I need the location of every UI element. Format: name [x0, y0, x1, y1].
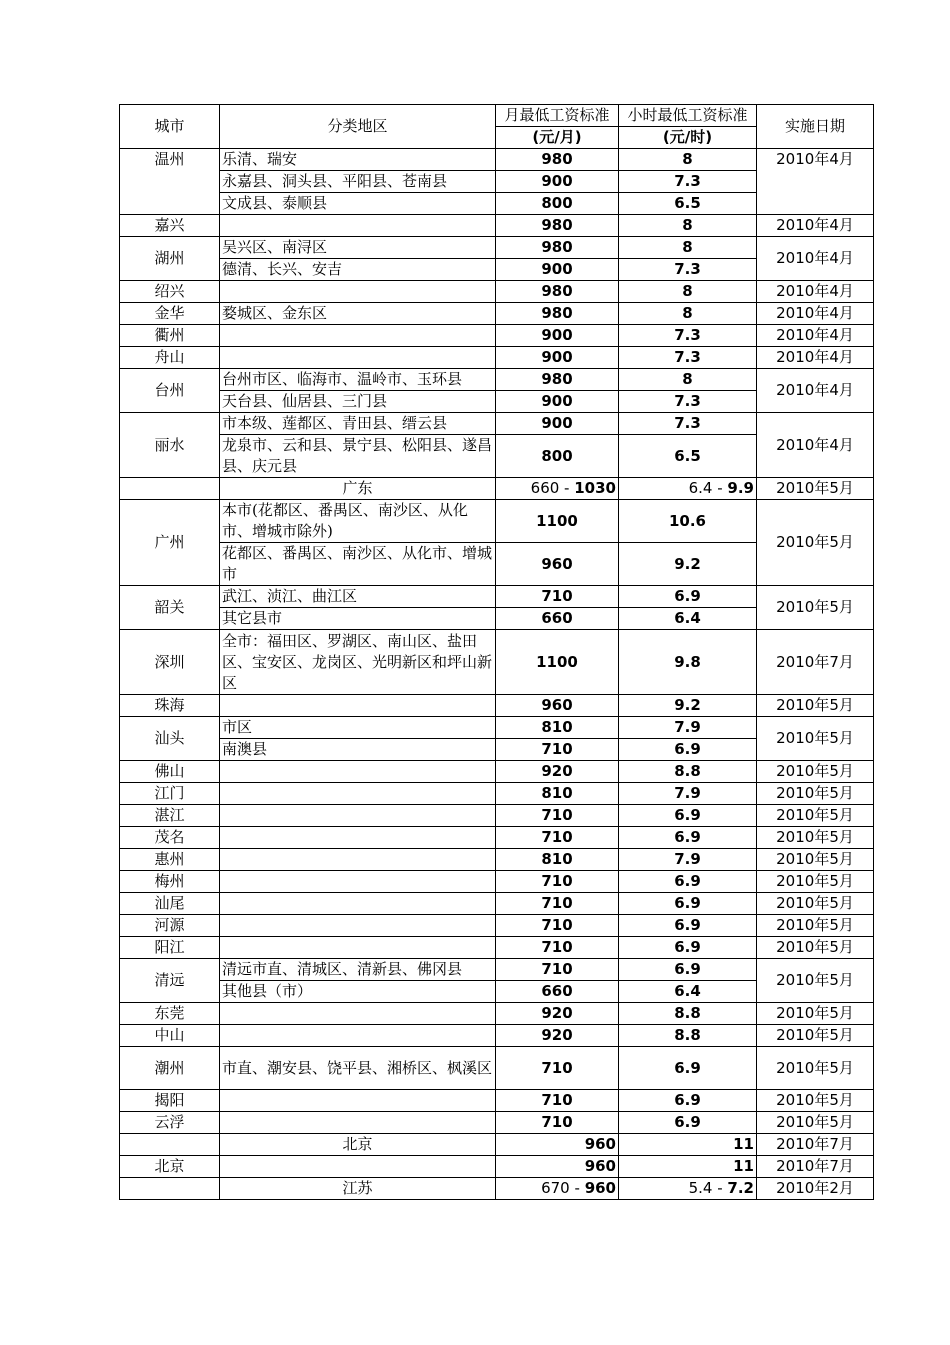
table-row [120, 1047, 874, 1090]
region-cell [220, 783, 496, 805]
monthly-cell: 980 [496, 149, 619, 171]
city-cell: 珠海 [120, 695, 220, 717]
monthly-cell: 980 [496, 281, 619, 303]
province-cell: 江苏 [220, 1178, 496, 1200]
city-cell: 嘉兴 [120, 215, 220, 237]
header-region: 分类地区 [220, 105, 496, 149]
monthly-range-low: 670 - [541, 1179, 585, 1197]
table-row [120, 237, 874, 259]
monthly-cell: 710 [496, 827, 619, 849]
table-row [120, 215, 874, 237]
region-cell: 婺城区、金东区 [220, 303, 496, 325]
hourly-range-low: 5.4 - [688, 1179, 728, 1197]
date-cell: 2010年5月 [757, 695, 874, 717]
hourly-cell: 7.9 [619, 849, 757, 871]
date-cell: 2010年5月 [757, 805, 874, 827]
date-cell: 2010年4月 [757, 215, 874, 237]
city-cell: 云浮 [120, 1112, 220, 1134]
table-row [120, 717, 874, 739]
region-cell [220, 915, 496, 937]
monthly-cell: 920 [496, 1025, 619, 1047]
date-cell: 2010年5月 [757, 717, 874, 761]
region-cell: 台州市区、临海市、温岭市、玉环县 [220, 369, 496, 391]
hourly-cell: 7.3 [619, 347, 757, 369]
region-cell: 清远市直、清城区、清新县、佛冈县 [220, 959, 496, 981]
hourly-cell: 6.4 [619, 981, 757, 1003]
city-cell: 江门 [120, 783, 220, 805]
hourly-cell: 7.3 [619, 413, 757, 435]
monthly-range-cell [496, 478, 619, 500]
monthly-cell: 960 [496, 1134, 619, 1156]
table-row [120, 849, 874, 871]
date-cell: 2010年5月 [757, 1090, 874, 1112]
monthly-cell: 900 [496, 171, 619, 193]
table-row [120, 500, 874, 543]
hourly-cell: 6.9 [619, 805, 757, 827]
table-row [120, 695, 874, 717]
hourly-range-cell [619, 478, 757, 500]
region-cell [220, 1156, 496, 1178]
hourly-cell: 7.3 [619, 325, 757, 347]
city-cell: 台州 [120, 369, 220, 413]
hourly-cell: 6.9 [619, 1112, 757, 1134]
hourly-cell: 8 [619, 237, 757, 259]
date-cell: 2010年5月 [757, 761, 874, 783]
hourly-cell: 6.9 [619, 893, 757, 915]
hourly-cell: 6.9 [619, 1047, 757, 1090]
table-row [120, 805, 874, 827]
hourly-cell: 8.8 [619, 1003, 757, 1025]
hourly-cell: 6.9 [619, 586, 757, 608]
hourly-cell: 8 [619, 303, 757, 325]
region-cell [220, 1003, 496, 1025]
province-row [120, 1178, 874, 1200]
region-cell: 全市：福田区、罗湖区、南山区、盐田区、宝安区、龙岗区、光明新区和坪山新区 [220, 630, 496, 695]
table-row [120, 871, 874, 893]
city-cell: 衢州 [120, 325, 220, 347]
city-cell: 舟山 [120, 347, 220, 369]
city-cell: 河源 [120, 915, 220, 937]
date-cell: 2010年5月 [757, 783, 874, 805]
monthly-cell: 920 [496, 761, 619, 783]
hourly-cell: 8 [619, 149, 757, 171]
date-cell: 2010年4月 [757, 347, 874, 369]
table-row [120, 1025, 874, 1047]
city-cell: 揭阳 [120, 1090, 220, 1112]
date-cell: 2010年7月 [757, 1156, 874, 1178]
city-cell: 韶关 [120, 586, 220, 630]
date-cell: 2010年5月 [757, 478, 874, 500]
city-cell: 惠州 [120, 849, 220, 871]
date-cell: 2010年5月 [757, 500, 874, 586]
monthly-range-high: 1030 [574, 479, 616, 497]
header-hourly-unit: (元/时) [619, 127, 757, 149]
hourly-cell: 6.9 [619, 871, 757, 893]
monthly-cell: 710 [496, 1047, 619, 1090]
monthly-cell: 1100 [496, 500, 619, 543]
city-cell: 中山 [120, 1025, 220, 1047]
region-cell [220, 937, 496, 959]
date-cell: 2010年4月 [757, 281, 874, 303]
date-cell: 2010年5月 [757, 586, 874, 630]
table-row [120, 959, 874, 981]
date-cell: 2010年5月 [757, 1025, 874, 1047]
city-cell: 梅州 [120, 871, 220, 893]
region-cell [220, 325, 496, 347]
monthly-cell: 810 [496, 717, 619, 739]
city-cell: 金华 [120, 303, 220, 325]
region-cell: 市区 [220, 717, 496, 739]
monthly-cell: 960 [496, 543, 619, 586]
date-cell: 2010年5月 [757, 1047, 874, 1090]
region-cell: 本市(花都区、番禺区、南沙区、从化市、增城市除外) [220, 500, 496, 543]
table-row [120, 347, 874, 369]
monthly-cell: 920 [496, 1003, 619, 1025]
date-cell: 2010年5月 [757, 1112, 874, 1134]
date-cell: 2010年7月 [757, 1134, 874, 1156]
header-hourly: 小时最低工资标准 [619, 105, 757, 127]
region-cell [220, 805, 496, 827]
monthly-cell: 900 [496, 259, 619, 281]
monthly-cell: 660 [496, 981, 619, 1003]
hourly-range-high: 7.2 [727, 1179, 754, 1197]
hourly-cell: 6.5 [619, 435, 757, 478]
monthly-cell: 900 [496, 413, 619, 435]
header-date: 实施日期 [757, 105, 874, 149]
city-cell: 广州 [120, 500, 220, 586]
monthly-cell: 900 [496, 347, 619, 369]
hourly-cell: 8 [619, 281, 757, 303]
hourly-cell: 7.3 [619, 171, 757, 193]
monthly-cell: 960 [496, 695, 619, 717]
monthly-cell: 980 [496, 237, 619, 259]
hourly-cell: 7.9 [619, 717, 757, 739]
region-cell: 南澳县 [220, 739, 496, 761]
region-cell [220, 871, 496, 893]
region-cell: 花都区、番禺区、南沙区、从化市、增城市 [220, 543, 496, 586]
monthly-cell: 980 [496, 369, 619, 391]
hourly-range-low: 6.4 - [688, 479, 728, 497]
table-row [120, 281, 874, 303]
monthly-cell: 980 [496, 303, 619, 325]
city-cell: 温州 [120, 149, 220, 215]
city-cell: 绍兴 [120, 281, 220, 303]
province-cell: 北京 [220, 1134, 496, 1156]
monthly-cell: 710 [496, 1112, 619, 1134]
table-row [120, 630, 874, 695]
region-cell [220, 1090, 496, 1112]
date-cell: 2010年5月 [757, 937, 874, 959]
hourly-cell: 6.9 [619, 937, 757, 959]
city-cell: 深圳 [120, 630, 220, 695]
monthly-cell: 810 [496, 849, 619, 871]
hourly-cell: 6.9 [619, 915, 757, 937]
hourly-cell: 9.8 [619, 630, 757, 695]
table-row [120, 413, 874, 435]
city-cell: 湖州 [120, 237, 220, 281]
header-monthly-unit: (元/月) [496, 127, 619, 149]
date-cell: 2010年5月 [757, 849, 874, 871]
region-cell: 市本级、莲都区、青田县、缙云县 [220, 413, 496, 435]
monthly-cell: 1100 [496, 630, 619, 695]
table-row [120, 761, 874, 783]
monthly-cell: 710 [496, 937, 619, 959]
table-row [120, 893, 874, 915]
table-row [120, 586, 874, 608]
date-cell: 2010年4月 [757, 325, 874, 347]
monthly-cell: 960 [496, 1156, 619, 1178]
table-row [120, 325, 874, 347]
monthly-cell: 660 [496, 608, 619, 630]
date-cell: 2010年4月 [757, 369, 874, 413]
region-cell [220, 893, 496, 915]
region-cell [220, 215, 496, 237]
date-cell: 2010年2月 [757, 1178, 874, 1200]
region-cell: 其他县（市） [220, 981, 496, 1003]
monthly-range-high: 960 [584, 1179, 616, 1197]
date-cell: 2010年5月 [757, 1003, 874, 1025]
header-city: 城市 [120, 105, 220, 149]
table-row [120, 1156, 874, 1178]
province-row [120, 1134, 874, 1156]
table-row [120, 1112, 874, 1134]
region-cell [220, 347, 496, 369]
hourly-range-high: 9.9 [727, 479, 754, 497]
region-cell: 市直、潮安县、饶平县、湘桥区、枫溪区 [220, 1047, 496, 1090]
region-cell: 乐清、瑞安 [220, 149, 496, 171]
table-row [120, 149, 874, 171]
monthly-cell: 710 [496, 1090, 619, 1112]
monthly-cell: 710 [496, 805, 619, 827]
region-cell: 天台县、仙居县、三门县 [220, 391, 496, 413]
monthly-cell: 810 [496, 783, 619, 805]
table-row [120, 937, 874, 959]
monthly-range-cell [496, 1178, 619, 1200]
header-row [120, 105, 874, 127]
table-row [120, 783, 874, 805]
hourly-cell: 6.9 [619, 1090, 757, 1112]
city-cell: 丽水 [120, 413, 220, 478]
date-cell: 2010年4月 [757, 413, 874, 478]
monthly-range-low: 660 - [530, 479, 575, 497]
monthly-cell: 710 [496, 915, 619, 937]
monthly-cell: 900 [496, 391, 619, 413]
city-cell: 湛江 [120, 805, 220, 827]
hourly-cell: 7.9 [619, 783, 757, 805]
city-cell: 汕尾 [120, 893, 220, 915]
date-cell: 2010年5月 [757, 915, 874, 937]
region-cell [220, 1112, 496, 1134]
hourly-cell: 9.2 [619, 543, 757, 586]
monthly-cell: 900 [496, 325, 619, 347]
region-cell [220, 761, 496, 783]
date-cell: 2010年5月 [757, 893, 874, 915]
date-cell: 2010年4月 [757, 303, 874, 325]
city-cell [120, 1178, 220, 1200]
region-cell: 文成县、泰顺县 [220, 193, 496, 215]
minimum-wage-table [119, 104, 874, 1200]
region-cell [220, 827, 496, 849]
hourly-cell: 9.2 [619, 695, 757, 717]
hourly-cell: 8 [619, 215, 757, 237]
monthly-cell: 710 [496, 893, 619, 915]
province-cell: 广东 [220, 478, 496, 500]
monthly-cell: 980 [496, 215, 619, 237]
region-cell [220, 695, 496, 717]
city-cell: 北京 [120, 1156, 220, 1178]
city-cell: 阳江 [120, 937, 220, 959]
date-cell: 2010年5月 [757, 827, 874, 849]
city-cell: 佛山 [120, 761, 220, 783]
hourly-cell: 11 [619, 1134, 757, 1156]
monthly-cell: 710 [496, 959, 619, 981]
region-cell [220, 1025, 496, 1047]
table-row [120, 303, 874, 325]
date-cell: 2010年5月 [757, 871, 874, 893]
hourly-cell: 8.8 [619, 761, 757, 783]
region-cell [220, 849, 496, 871]
province-row [120, 478, 874, 500]
date-cell: 2010年5月 [757, 959, 874, 1003]
city-cell: 东莞 [120, 1003, 220, 1025]
region-cell: 吴兴区、南浔区 [220, 237, 496, 259]
table-row [120, 915, 874, 937]
table-row [120, 827, 874, 849]
city-cell [120, 1134, 220, 1156]
region-cell: 武江、浈江、曲江区 [220, 586, 496, 608]
city-cell: 茂名 [120, 827, 220, 849]
monthly-cell: 710 [496, 586, 619, 608]
hourly-cell: 8.8 [619, 1025, 757, 1047]
region-cell: 其它县市 [220, 608, 496, 630]
hourly-cell: 6.5 [619, 193, 757, 215]
monthly-cell: 710 [496, 739, 619, 761]
hourly-cell: 7.3 [619, 259, 757, 281]
hourly-cell: 6.4 [619, 608, 757, 630]
hourly-cell: 11 [619, 1156, 757, 1178]
region-cell: 德清、长兴、安吉 [220, 259, 496, 281]
region-cell [220, 281, 496, 303]
city-cell: 清远 [120, 959, 220, 1003]
table-row [120, 1090, 874, 1112]
hourly-cell: 10.6 [619, 500, 757, 543]
hourly-cell: 8 [619, 369, 757, 391]
monthly-cell: 800 [496, 435, 619, 478]
table-row [120, 1003, 874, 1025]
region-cell: 龙泉市、云和县、景宁县、松阳县、遂昌县、庆元县 [220, 435, 496, 478]
hourly-cell: 7.3 [619, 391, 757, 413]
city-cell: 潮州 [120, 1047, 220, 1090]
monthly-cell: 800 [496, 193, 619, 215]
city-cell: 汕头 [120, 717, 220, 761]
city-cell [120, 478, 220, 500]
hourly-cell: 6.9 [619, 739, 757, 761]
table-row [120, 369, 874, 391]
header-monthly: 月最低工资标准 [496, 105, 619, 127]
monthly-cell: 710 [496, 871, 619, 893]
date-cell: 2010年4月 [757, 149, 874, 215]
date-cell: 2010年4月 [757, 237, 874, 281]
region-cell: 永嘉县、洞头县、平阳县、苍南县 [220, 171, 496, 193]
hourly-range-cell [619, 1178, 757, 1200]
date-cell: 2010年7月 [757, 630, 874, 695]
hourly-cell: 6.9 [619, 959, 757, 981]
hourly-cell: 6.9 [619, 827, 757, 849]
